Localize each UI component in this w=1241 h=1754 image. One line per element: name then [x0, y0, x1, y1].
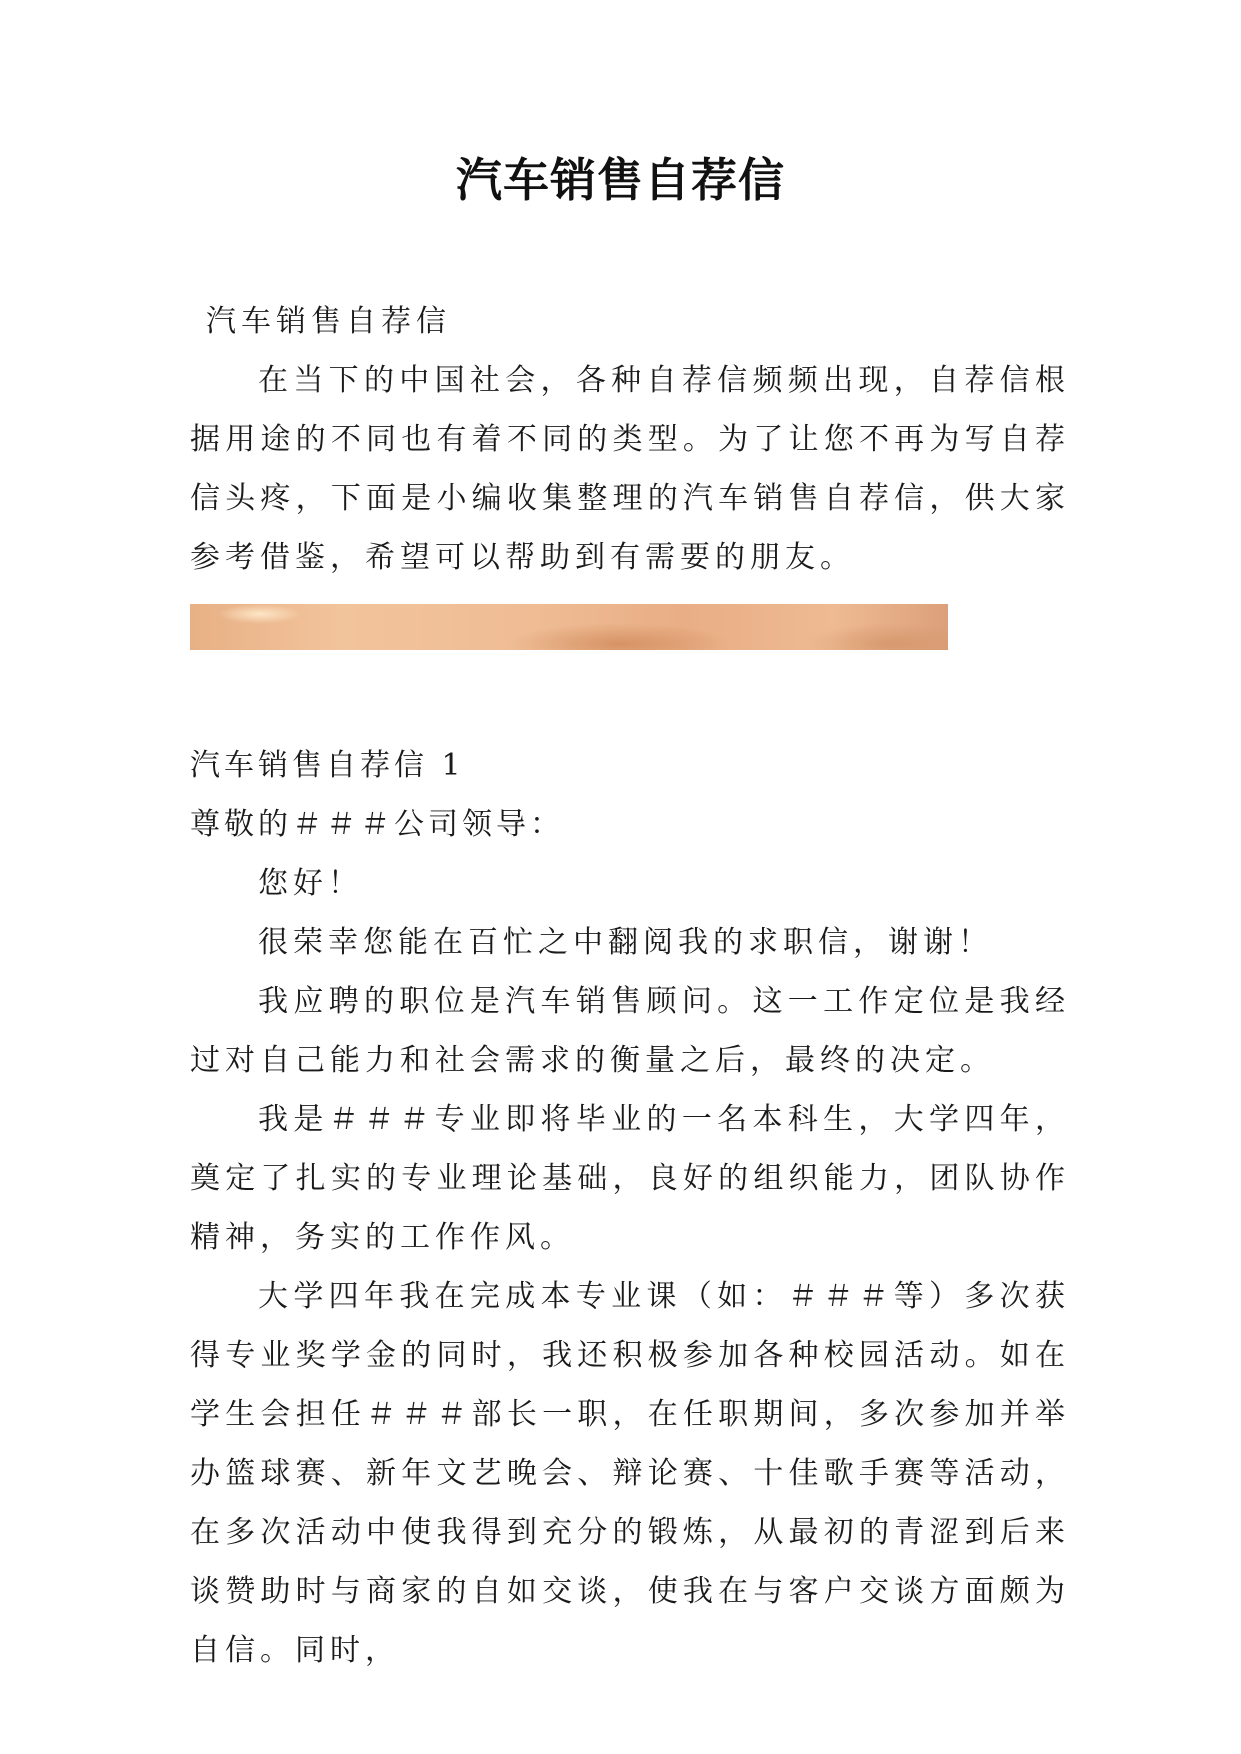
page-title: 汽车销售自荐信 [456, 153, 785, 207]
intro-paragraph: 在当下的中国社会，各种自荐信频频出现，自荐信根据用途的不同也有着不同的类型。为了让您不再为写自荐信头疼，下面是小编收集整理的汽车销售自荐信，供大家参考借鉴，希望可以帮助到有需要的朋友。 [190, 363, 1070, 575]
intro-subtitle: 汽车销售自荐信 [206, 304, 451, 339]
letter-paragraph: 我是＃＃＃专业即将毕业的一名本科生，大学四年，奠定了扎实的专业理论基础，良好的组织能力，团队协作精神，务实的工作作风。 [190, 1102, 1070, 1255]
letter-paragraph: 我应聘的职位是汽车销售顾问。这一工作定位是我经过对自己能力和社会需求的衡量之后，最终的决定。 [190, 984, 1070, 1078]
letter-salutation: 尊敬的＃＃＃公司领导： [190, 807, 564, 842]
decorative-banner-image [190, 604, 948, 650]
letter-heading: 汽车销售自荐信 1 [190, 748, 465, 783]
document-body [190, 292, 1070, 1680]
letter-paragraph: 很荣幸您能在百忙之中翻阅我的求职信，谢谢！ [258, 925, 993, 960]
letter-greeting: 您好！ [258, 866, 363, 901]
letter-paragraph: 大学四年我在完成本专业课（如：＃＃＃等）多次获得专业奖学金的同时，我还积极参加各种校园活动。如在学生会担任＃＃＃部长一职，在任职期间，多次参加并举办篮球赛、新年文艺晚会、辩论赛、十佳歌手赛等活动，在多次活动中使我得到充分的锻炼，从最初的青涩到后来谈赞助时与商家的自如交谈，使我在与客户交谈方面颇为自信。同时， [190, 1279, 1070, 1668]
